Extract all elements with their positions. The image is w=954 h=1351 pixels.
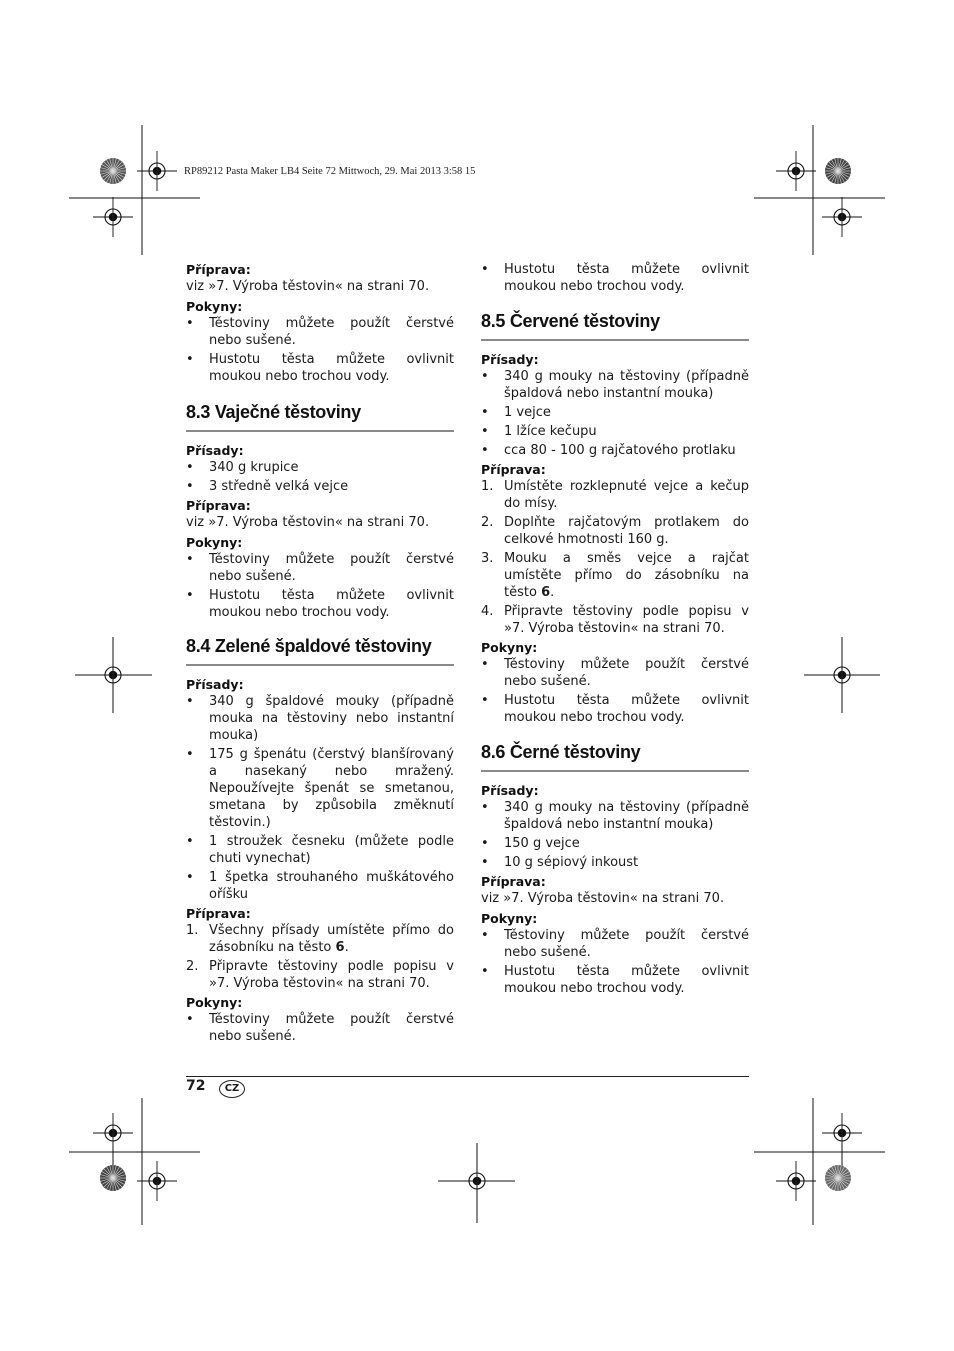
right-column	[481, 261, 749, 999]
list-item-text: Těstoviny můžete použít čerstvé nebo sušené.	[209, 552, 454, 584]
list-item-text: 10 g sépiový inkoust	[504, 855, 639, 870]
bullet-icon: •	[186, 316, 194, 331]
bullet-icon: •	[186, 588, 194, 603]
list-item-text: 340 g špaldové mouky (případně mouka na těstoviny nebo instantní mouka)	[209, 694, 454, 743]
pokyny-list	[481, 927, 749, 997]
color-wheel-icon	[825, 158, 851, 184]
priprava-text: viz »7. Výroba těstovin« na strani 70.	[186, 279, 430, 294]
priprava-label: Příprava:	[186, 498, 251, 513]
step-number: 3.	[481, 551, 494, 566]
list-item-text: 175 g špenátu (čerstvý blanšírovaný a nasekaný nebo mražený. Nepoužívejte špenát se smetanou, smetana by způsobila změknutí těstovin.)	[209, 747, 454, 830]
prisady-label: Přísady:	[186, 677, 244, 692]
pokyny-label: Pokyny:	[186, 535, 243, 550]
step-item	[186, 922, 454, 956]
pokyny-label: Pokyny:	[481, 640, 538, 655]
list-item	[186, 551, 454, 585]
list-item-text: 150 g vejce	[504, 836, 580, 851]
pokyny-label: Pokyny:	[186, 995, 243, 1010]
list-item	[186, 587, 454, 621]
bullet-icon: •	[481, 693, 489, 708]
step-item	[481, 478, 749, 512]
prisady-label: Přísady:	[186, 443, 244, 458]
registration-mark-icon	[137, 1161, 177, 1201]
priprava-label: Příprava:	[186, 906, 251, 921]
list-item-text: Těstoviny můžete použít čerstvé nebo sušené.	[209, 316, 454, 348]
list-item-text: Těstoviny můžete použít čerstvé nebo sušené.	[504, 928, 749, 960]
pokyny-list	[186, 315, 454, 385]
bullet-icon: •	[481, 855, 489, 870]
step-number: 4.	[481, 604, 494, 619]
priprava-label: Příprava:	[481, 462, 546, 477]
list-item	[481, 692, 749, 726]
step-item	[481, 550, 749, 601]
pokyny-label: Pokyny:	[481, 911, 538, 926]
list-item-text: cca 80 - 100 g rajčatového protlaku	[504, 443, 736, 458]
list-item-text: Hustotu těsta můžete ovlivnit moukou nebo trochou vody.	[209, 352, 454, 384]
registration-mark-icon	[93, 197, 133, 237]
list-item-text: 1 stroužek česneku (můžete podle chuti vynechat)	[209, 834, 454, 866]
section-title-8-4: 8.4 Zelené špaldové těstoviny	[186, 636, 454, 666]
priprava-label: Příprava:	[186, 262, 251, 277]
step-number: 2.	[481, 515, 494, 530]
list-item-text: 1 špetka strouhaného muškátového oříšku	[209, 870, 454, 902]
list-item	[186, 869, 454, 903]
step-text-end: .	[550, 585, 555, 600]
list-item	[186, 459, 454, 476]
bullet-icon: •	[186, 870, 194, 885]
registration-mark-icon	[822, 197, 862, 237]
prisady-list	[186, 459, 454, 495]
print-header: RP89212 Pasta Maker LB4 Seite 72 Mittwoch, 29. Mai 2013 3:58 15	[184, 166, 476, 177]
pokyny-label: Pokyny:	[186, 299, 243, 314]
list-item-text: 1 lžíce kečupu	[504, 424, 597, 439]
step-text: Všechny přísady umístěte přímo do zásobníku na těsto	[209, 923, 454, 955]
list-item	[186, 351, 454, 385]
bullet-icon: •	[481, 369, 489, 384]
step-text: Mouku a směs vejce a rajčat umístěte přímo do zásobníku na těsto	[504, 551, 749, 600]
priprava-text: viz »7. Výroba těstovin« na strani 70.	[481, 891, 725, 906]
step-item	[481, 603, 749, 637]
bullet-icon: •	[481, 928, 489, 943]
color-wheel-icon	[825, 1165, 851, 1191]
color-wheel-icon	[100, 1165, 126, 1191]
bullet-icon: •	[481, 657, 489, 672]
language-badge: CZ	[219, 1080, 245, 1098]
list-item-text: Hustotu těsta můžete ovlivnit moukou nebo trochou vody.	[504, 262, 749, 294]
prisady-list	[481, 368, 749, 459]
priprava-steps	[186, 922, 454, 992]
prisady-list	[186, 693, 454, 903]
list-item	[481, 404, 749, 421]
section-title-8-3: 8.3 Vaječné těstoviny	[186, 402, 454, 432]
list-item-text: 3 středně velká vejce	[209, 479, 349, 494]
registration-mark-icon	[137, 151, 177, 191]
bullet-icon: •	[186, 694, 194, 709]
list-item	[186, 315, 454, 349]
section-title-8-5: 8.5 Červené těstoviny	[481, 311, 749, 341]
step-text: Umístěte rozklepnuté vejce a kečup do mísy.	[504, 479, 749, 511]
pokyny-list	[186, 1011, 454, 1045]
list-item	[481, 835, 749, 852]
list-item	[481, 927, 749, 961]
part-number: 6	[541, 585, 551, 600]
step-text-end: .	[344, 940, 349, 955]
list-item	[186, 1011, 454, 1045]
pokyny-list	[186, 551, 454, 621]
list-item	[481, 854, 749, 871]
bullet-icon: •	[186, 834, 194, 849]
step-number: 1.	[481, 479, 494, 494]
registration-mark-icon	[457, 1161, 497, 1201]
list-item	[481, 442, 749, 459]
priprava-steps	[481, 478, 749, 637]
pokyny-list	[481, 261, 749, 295]
priprava-text: viz »7. Výroba těstovin« na strani 70.	[186, 515, 430, 530]
list-item	[481, 799, 749, 833]
registration-mark-icon	[776, 151, 816, 191]
list-item	[186, 746, 454, 831]
bullet-icon: •	[481, 800, 489, 815]
part-number: 6	[335, 940, 345, 955]
pokyny-list	[481, 656, 749, 726]
prisady-label: Přísady:	[481, 352, 539, 367]
step-item	[186, 958, 454, 992]
prisady-list	[481, 799, 749, 871]
bullet-icon: •	[481, 964, 489, 979]
list-item-text: 1 vejce	[504, 405, 551, 420]
list-item-text: Hustotu těsta můžete ovlivnit moukou nebo trochou vody.	[209, 588, 454, 620]
bullet-icon: •	[186, 1012, 194, 1027]
bullet-icon: •	[186, 479, 194, 494]
bullet-icon: •	[481, 405, 489, 420]
list-item	[481, 423, 749, 440]
bullet-icon: •	[186, 352, 194, 367]
priprava-label: Příprava:	[481, 874, 546, 889]
bullet-icon: •	[186, 460, 194, 475]
step-item	[481, 514, 749, 548]
list-item-text: 340 g krupice	[209, 460, 299, 475]
registration-mark-icon	[93, 1113, 133, 1153]
step-number: 1.	[186, 923, 199, 938]
list-item	[186, 833, 454, 867]
list-item	[481, 656, 749, 690]
list-item	[481, 261, 749, 295]
list-item-text: Těstoviny můžete použít čerstvé nebo sušené.	[504, 657, 749, 689]
prisady-label: Přísady:	[481, 783, 539, 798]
list-item-text: 340 g mouky na těstoviny (případně špaldová nebo instantní mouka)	[504, 369, 749, 401]
section-title-8-6: 8.6 Černé těstoviny	[481, 742, 749, 772]
bullet-icon: •	[481, 443, 489, 458]
registration-mark-icon	[822, 655, 862, 695]
step-text: Doplňte rajčatovým protlakem do celkové hmotnosti 160 g.	[504, 515, 749, 547]
list-item-text: Hustotu těsta můžete ovlivnit moukou nebo trochou vody.	[504, 964, 749, 996]
bullet-icon: •	[481, 424, 489, 439]
registration-mark-icon	[93, 655, 133, 695]
list-item	[481, 368, 749, 402]
registration-mark-icon	[822, 1113, 862, 1153]
list-item	[186, 478, 454, 495]
list-item-text: 340 g mouky na těstoviny (případně špaldová nebo instantní mouka)	[504, 800, 749, 832]
list-item	[481, 963, 749, 997]
list-item-text: Těstoviny můžete použít čerstvé nebo sušené.	[209, 1012, 454, 1044]
footer-rule	[186, 1076, 749, 1077]
step-text: Připravte těstoviny podle popisu v »7. Výroba těstovin« na strani 70.	[209, 959, 454, 991]
step-number: 2.	[186, 959, 199, 974]
page-number: 72	[186, 1078, 206, 1094]
list-item	[186, 693, 454, 744]
step-text: Připravte těstoviny podle popisu v »7. Výroba těstovin« na strani 70.	[504, 604, 749, 636]
color-wheel-icon	[100, 158, 126, 184]
bullet-icon: •	[481, 836, 489, 851]
left-column	[186, 261, 454, 1047]
list-item-text: Hustotu těsta můžete ovlivnit moukou nebo trochou vody.	[504, 693, 749, 725]
bullet-icon: •	[481, 262, 489, 277]
bullet-icon: •	[186, 747, 194, 762]
bullet-icon: •	[186, 552, 194, 567]
registration-mark-icon	[776, 1161, 816, 1201]
